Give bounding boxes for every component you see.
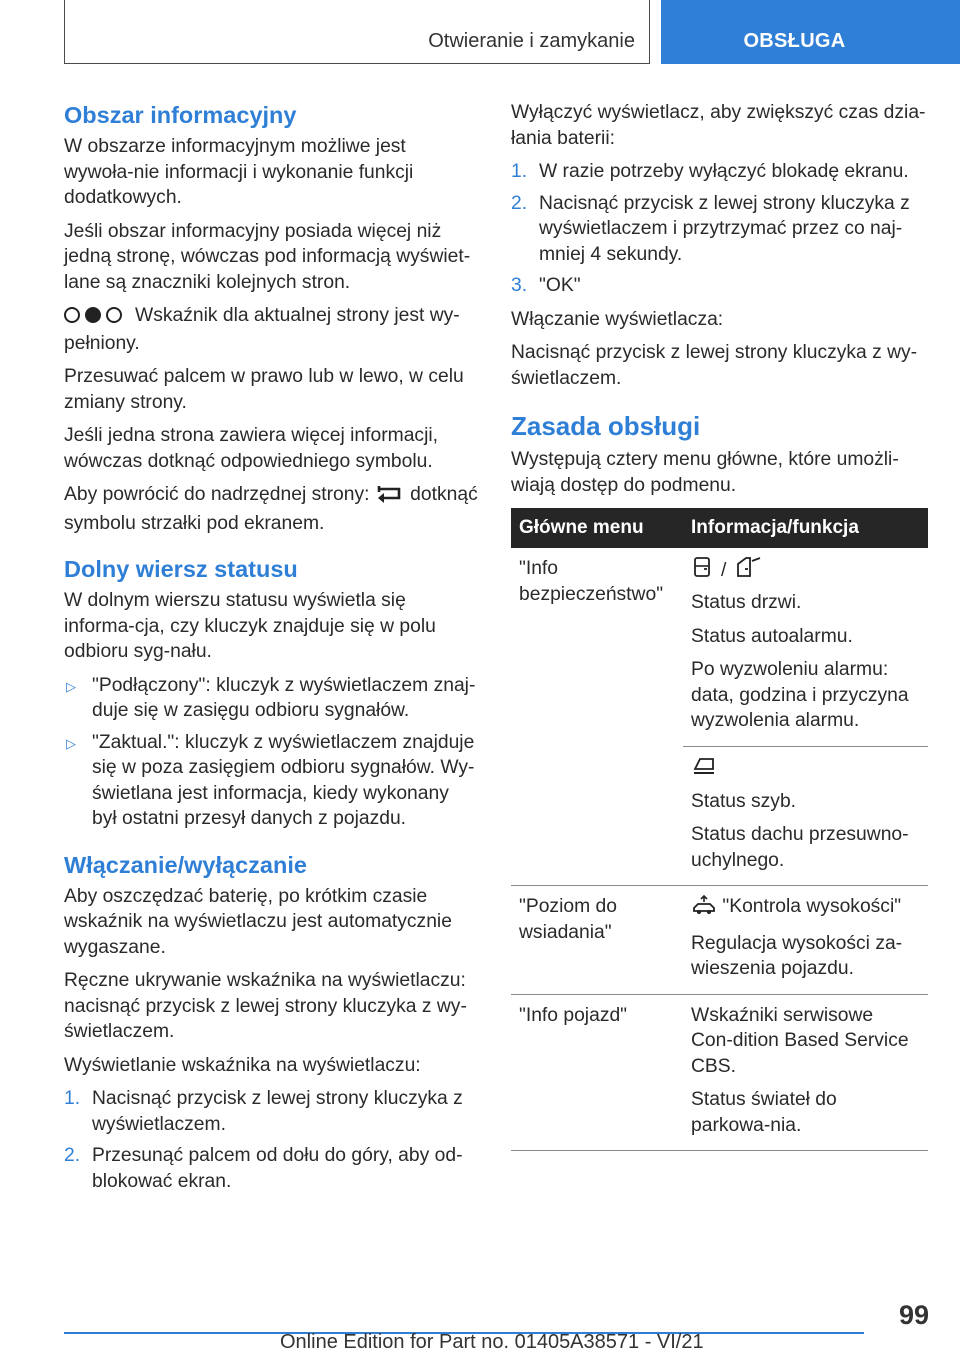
paragraph: Jeśli obszar informacyjny posiada więcej niż jedną stronę, wówczas pod informacją wyświet‐lane są znaczniki kolejnych stron.: [64, 220, 471, 293]
section-tab[interactable]: [661, 0, 960, 64]
list-item: [64, 1143, 478, 1194]
info-line: Status szyb.: [691, 790, 797, 812]
paragraph: Wyłączyć wyświetlacz, aby zwiększyć czas dzia‐łania baterii:: [511, 102, 926, 149]
list-item: [511, 191, 928, 268]
triangle-bullet-icon: ▷: [66, 678, 76, 694]
list-item-text: W razie potrzeby wyłączyć blokadę ekranu.: [539, 161, 909, 182]
paragraph: Wyświetlanie wskaźnika na wyświetlaczu:: [64, 1054, 421, 1076]
list-item-text: "Zaktual.": kluczyk z wyświetlaczem znajduje się w poza zasięgiem odbioru sygnałów. Wy‐świetlana jest informacja, kiedy wykonany był ostatni przesył danych z pojazdu.: [92, 731, 475, 829]
bullet-list: [64, 673, 478, 832]
page-indicator-paragraph: [64, 303, 478, 356]
info-line: Regulacja wysokości za‐wieszenia pojazdu.: [691, 932, 903, 979]
paragraph-text: Aby powrócić do nadrzędnej strony:: [64, 484, 370, 505]
paragraph: Ręczne ukrywanie wskaźnika na wyświetlaczu: nacisnąć przycisk z lewej strony kluczyka z wy‐świetlaczem.: [64, 970, 467, 1042]
step-number: 3.: [511, 275, 528, 296]
paragraph: Włączanie wyświetlacza:: [511, 308, 724, 330]
table-cell-menu: "Info bezpieczeństwo": [511, 548, 683, 886]
paragraph: Jeśli jedna strona zawiera więcej informacji, wówczas dotknąć odpowiedniego symbolu.: [64, 425, 438, 472]
list-item: [64, 1086, 478, 1137]
paragraph: Nacisnąć przycisk z lewej strony kluczyka z wy‐świetlaczem.: [511, 342, 918, 389]
info-line: Status dachu przesuwno-uchylnego.: [691, 824, 909, 871]
table-header-menu: Główne menu: [511, 508, 683, 548]
right-column: [511, 100, 928, 1151]
table-header-row: [511, 508, 928, 548]
heading-status-row: Dolny wiersz statusu: [64, 556, 298, 582]
paragraph: Aby oszczędzać baterię, po krótkim czasie wskaźnik na wyświetlaczu jest automatycznie wygaszane.: [64, 885, 452, 958]
info-line: Po wyzwoleniu alarmu: data, godzina i przyczyna wyzwolenia alarmu.: [691, 659, 909, 731]
step-number: 1.: [511, 161, 528, 182]
paragraph: Przesuwać palcem w prawo lub w lewo, w celu zmiany strony.: [64, 366, 464, 413]
triangle-bullet-icon: ▷: [66, 735, 76, 751]
table-header-info: Informacja/funkcja: [683, 508, 928, 548]
page-dots-icon: [64, 305, 127, 331]
left-column: [64, 100, 478, 1202]
header-title: Otwieranie i zamykanie: [428, 30, 635, 52]
numbered-list: [511, 159, 928, 299]
paragraph: W dolnym wierszu statusu wyświetla się informa‐cja, czy kluczyk znajduje się w polu odbioru syg‐nału.: [64, 590, 436, 662]
step-number: 2.: [511, 192, 528, 214]
car-height-icon: [691, 895, 717, 923]
table-cell-info: [683, 746, 928, 886]
list-item-text: "OK": [539, 275, 581, 296]
paragraph: W obszarze informacyjnym możliwe jest wywoła‐nie informacji i wykonanie funkcji dodatkowych.: [64, 136, 414, 208]
list-item-text: Nacisnąć przycisk z lewej strony kluczyka z wyświetlaczem i przytrzymać przez co naj‐mniej 4 sekundy.: [539, 192, 910, 265]
return-paragraph: [64, 482, 478, 536]
paragraph-text: Wskaźnik dla aktualnej strony jest wy‐pełniony.: [64, 305, 460, 354]
door-open-icon: [734, 556, 764, 586]
paragraph-text: dotknąć symbolu strzałki pod ekranem.: [64, 484, 478, 534]
list-item-text: Przesunąć palcem od dołu do góry, aby od‐blokować ekran.: [92, 1145, 463, 1192]
step-number: 2.: [64, 1145, 81, 1166]
table-cell-info: [683, 548, 928, 746]
info-line: Status świateł do parkowa‐nia.: [691, 1089, 837, 1136]
return-arrow-icon: [375, 483, 405, 511]
info-line: Status autoalarmu.: [691, 625, 853, 647]
info-line-with-icon: [691, 894, 920, 923]
heading-operating-principle: Zasada obsługi: [511, 411, 701, 441]
step-number: 1.: [64, 1088, 81, 1109]
numbered-list: [64, 1086, 478, 1194]
table-cell-menu: "Info pojazd": [511, 994, 683, 1151]
menu-table: [511, 508, 928, 1151]
list-item: [64, 730, 478, 832]
section-tab-label: OBSŁUGA: [743, 30, 846, 52]
table-row: [511, 886, 928, 995]
table-cell-info: [683, 994, 928, 1151]
header-frame: [64, 0, 650, 64]
paragraph: Występują cztery menu główne, które umożli‐wiają dostęp do podmenu.: [511, 449, 899, 496]
table-cell-info: [683, 886, 928, 995]
info-line: Status drzwi.: [691, 592, 802, 613]
footer-edition: Online Edition for Part no. 01405A38571 - VI/21: [280, 1331, 704, 1353]
page-number: 99: [898, 1300, 929, 1330]
door-closed-icon: [691, 556, 713, 586]
table-row: [511, 548, 928, 746]
list-item-text: "Podłączony": kluczyk z wyświetlaczem znaj‐duje się w zasięgu odbioru sygnałów.: [92, 674, 476, 721]
table-cell-menu: "Poziom do wsiadania": [511, 886, 683, 995]
list-item-text: Nacisnąć przycisk z lewej strony kluczyka z wyświetlaczem.: [92, 1088, 463, 1135]
list-item: [64, 673, 478, 724]
table-row: [511, 994, 928, 1151]
list-item: [511, 159, 928, 185]
info-line: Wskaźniki serwisowe Con‐dition Based Service CBS.: [691, 1004, 909, 1077]
separator: /: [721, 560, 727, 582]
info-line-text: "Kontrola wysokości": [722, 896, 902, 917]
window-icon: [691, 755, 717, 785]
heading-on-off: Włączanie/wyłączanie: [64, 851, 307, 878]
heading-info-area: Obszar informacyjny: [64, 102, 297, 128]
list-item: [511, 273, 928, 299]
